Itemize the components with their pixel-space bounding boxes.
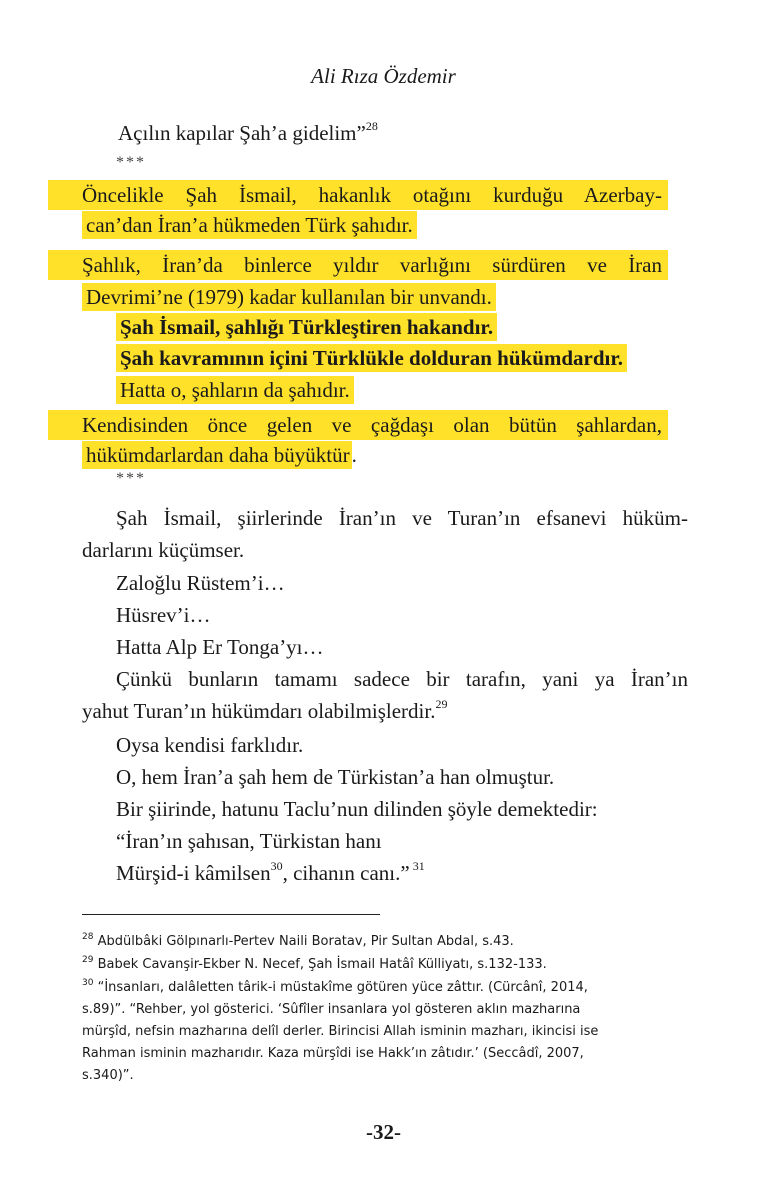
body-line: darlarını küçümser. bbox=[82, 538, 245, 562]
footnote-30 bbox=[82, 978, 588, 998]
highlighted-bold-line bbox=[116, 345, 627, 371]
highlighted-text: can’dan İran’a hükmeden Türk şahıdır. bbox=[82, 211, 417, 239]
highlighted-paragraph-line bbox=[82, 212, 417, 238]
highlighted-text: Şahlık, İran’da binlerce yıldır varlığını sürdüren ve İran bbox=[48, 250, 668, 280]
body-line: Şah İsmail, şiirlerinde İran’ın ve Turan’ın efsanevi hüküm- bbox=[116, 506, 688, 530]
footnote-28 bbox=[82, 932, 514, 952]
footnote-30-continued: mürşîd, nefsin mazharına delîl derler. Birincisi Allah isminin mazharı, ikincisi ise bbox=[82, 1024, 599, 1039]
footnote-text: “İnsanları, dalâletten târik-i müstakîme götüren yüce zâttır. (Cürcânî, 2014, bbox=[97, 980, 588, 995]
body-line: Bir şiirinde, hatunu Taclu’nun dilinden şöyle demektedir: bbox=[116, 797, 598, 821]
highlighted-text: Hatta o, şahların da şahıdır. bbox=[116, 376, 354, 404]
footnote-30-continued: Rahman isminin mazharıdır. Kaza mürşîdi ise Hakk’ın zâtıdır.’ (Seccâdî, 2007, bbox=[82, 1046, 584, 1061]
highlighted-paragraph-line bbox=[116, 377, 354, 403]
verse-line: “İran’ın şahısan, Türkistan hanı bbox=[116, 829, 382, 853]
footnote-ref: 29 bbox=[435, 697, 448, 711]
body-line: Hüsrev’i… bbox=[116, 603, 211, 627]
footnote-divider bbox=[82, 914, 380, 915]
highlighted-bold-line bbox=[116, 314, 497, 340]
footnote-number: 28 bbox=[82, 931, 94, 942]
highlighted-paragraph-line bbox=[82, 442, 357, 468]
footnote-30-continued: s.89)”. “Rehber, yol gösterici. ‘Sûfîler insanlara yol gösteren aklın mazharına bbox=[82, 1002, 581, 1017]
highlighted-text: Kendisinden önce gelen ve çağdaşı olan bütün şahlardan, bbox=[48, 410, 668, 440]
verse-text: , cihanın canı.” bbox=[282, 861, 410, 885]
highlighted-paragraph-line bbox=[82, 250, 688, 280]
footnote-ref: 28 bbox=[365, 119, 378, 133]
body-line: Hatta Alp Er Tonga’yı… bbox=[116, 635, 324, 659]
footnote-30-continued: s.340)”. bbox=[82, 1068, 134, 1083]
highlighted-text: Devrimi’ne (1979) kadar kullanılan bir unvandı. bbox=[82, 283, 496, 311]
highlighted-text: Öncelikle Şah İsmail, hakanlık otağını kurduğu Azerbay- bbox=[48, 180, 668, 210]
highlighted-text: hükümdarlardan daha büyüktür bbox=[82, 441, 352, 469]
body-line bbox=[82, 698, 447, 724]
verse-text: Açılın kapılar Şah’a gidelim” bbox=[118, 121, 366, 145]
footnote-text: Abdülbâki Gölpınarlı-Pertev Naili Boratav, Pir Sultan Abdal, s.43. bbox=[97, 934, 514, 949]
footnote-ref: 31 bbox=[412, 859, 425, 873]
body-line: Oysa kendisi farklıdır. bbox=[116, 733, 304, 757]
body-line: O, hem İran’a şah hem de Türkistan’a han olmuştur. bbox=[116, 765, 555, 789]
body-text: yahut Turan’ın hükümdarı olabilmişlerdir. bbox=[82, 699, 436, 723]
body-line: Zaloğlu Rüstem’i… bbox=[116, 571, 285, 595]
footnote-number: 29 bbox=[82, 954, 94, 965]
highlighted-paragraph-line bbox=[82, 180, 688, 210]
sentence-period: . bbox=[351, 443, 357, 467]
highlighted-text: Şah kavramının içini Türklükle dolduran hükümdardır. bbox=[116, 344, 627, 372]
verse-line bbox=[116, 860, 425, 886]
footnote-ref: 30 bbox=[270, 859, 283, 873]
body-line: Çünkü bunların tamamı sadece bir tarafın, yani ya İran’ın bbox=[116, 667, 688, 691]
page-number: -32- bbox=[366, 1120, 401, 1144]
highlighted-text: Şah İsmail, şahlığı Türkleştiren hakandır. bbox=[116, 313, 497, 341]
highlighted-paragraph-line bbox=[82, 410, 688, 440]
section-separator: *** bbox=[116, 154, 146, 171]
verse-text: Mürşid-i kâmilsen bbox=[116, 861, 271, 885]
section-separator: *** bbox=[116, 470, 146, 487]
footnote-number: 30 bbox=[82, 977, 94, 988]
verse-line bbox=[118, 120, 378, 146]
footnote-29 bbox=[82, 955, 547, 975]
highlighted-paragraph-line bbox=[82, 284, 496, 310]
running-header-author: Ali Rıza Özdemir bbox=[311, 64, 456, 88]
footnote-text: Babek Cavanşir-Ekber N. Necef, Şah İsmail Hatâî Külliyatı, s.132-133. bbox=[97, 957, 547, 972]
